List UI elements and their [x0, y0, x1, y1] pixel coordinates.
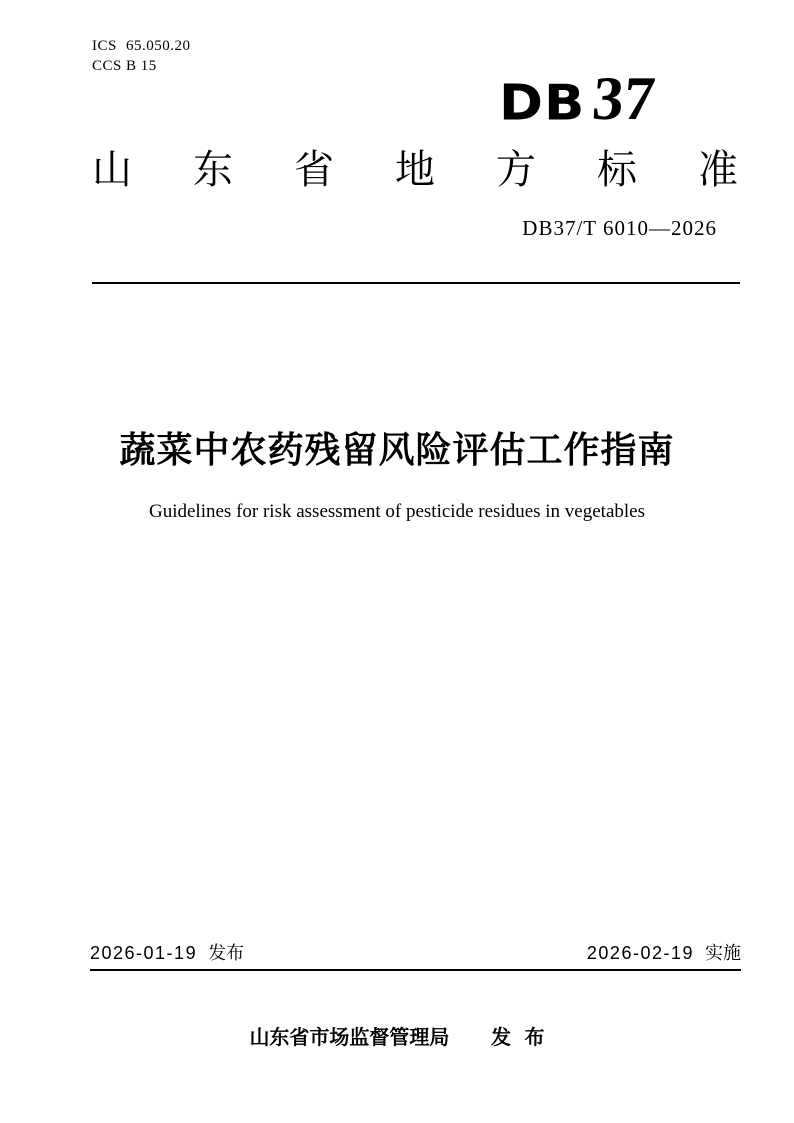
db37-logo-number: 37 [590, 65, 659, 133]
standard-title-en: Guidelines for risk assessment of pesticide residues in vegetables [149, 501, 645, 522]
publish-label: 发 布 [491, 1027, 545, 1049]
implementation-date: 2026-02-19 [586, 943, 694, 963]
series-char: 山 [92, 148, 132, 192]
ccs-label: CCS [92, 58, 122, 74]
standard-number: DB37/T 6010—2026 [522, 216, 717, 240]
series-char: 方 [496, 148, 536, 192]
series-title [92, 150, 738, 190]
series-char: 准 [698, 148, 738, 192]
top-rule [92, 282, 740, 284]
ccs-row [92, 56, 191, 76]
issue-date: 2026-01-19 [90, 943, 198, 963]
implementation-date-group [587, 943, 741, 965]
issue-date-group [90, 943, 244, 965]
series-char: 标 [597, 148, 637, 192]
ics-label: ICS [92, 38, 117, 54]
ics-row [92, 36, 191, 56]
publisher-line [0, 1026, 794, 1050]
implementation-label: 实施 [705, 943, 741, 963]
classification-block [92, 36, 191, 76]
db37-logo [499, 65, 659, 133]
db37-logo-prefix: DB [499, 75, 586, 132]
series-char: 省 [294, 148, 334, 192]
publisher-name: 山东省市场监督管理局 [249, 1027, 450, 1049]
ccs-code: B 15 [126, 58, 157, 74]
standard-title-cn: 蔬菜中农药残留风险评估工作指南 [119, 429, 675, 470]
ics-code: 65.050.20 [126, 38, 191, 54]
footer-dates [90, 943, 741, 965]
series-char: 东 [193, 148, 233, 192]
series-char: 地 [395, 148, 435, 192]
issue-label: 发布 [208, 943, 245, 963]
bottom-rule [90, 969, 741, 971]
